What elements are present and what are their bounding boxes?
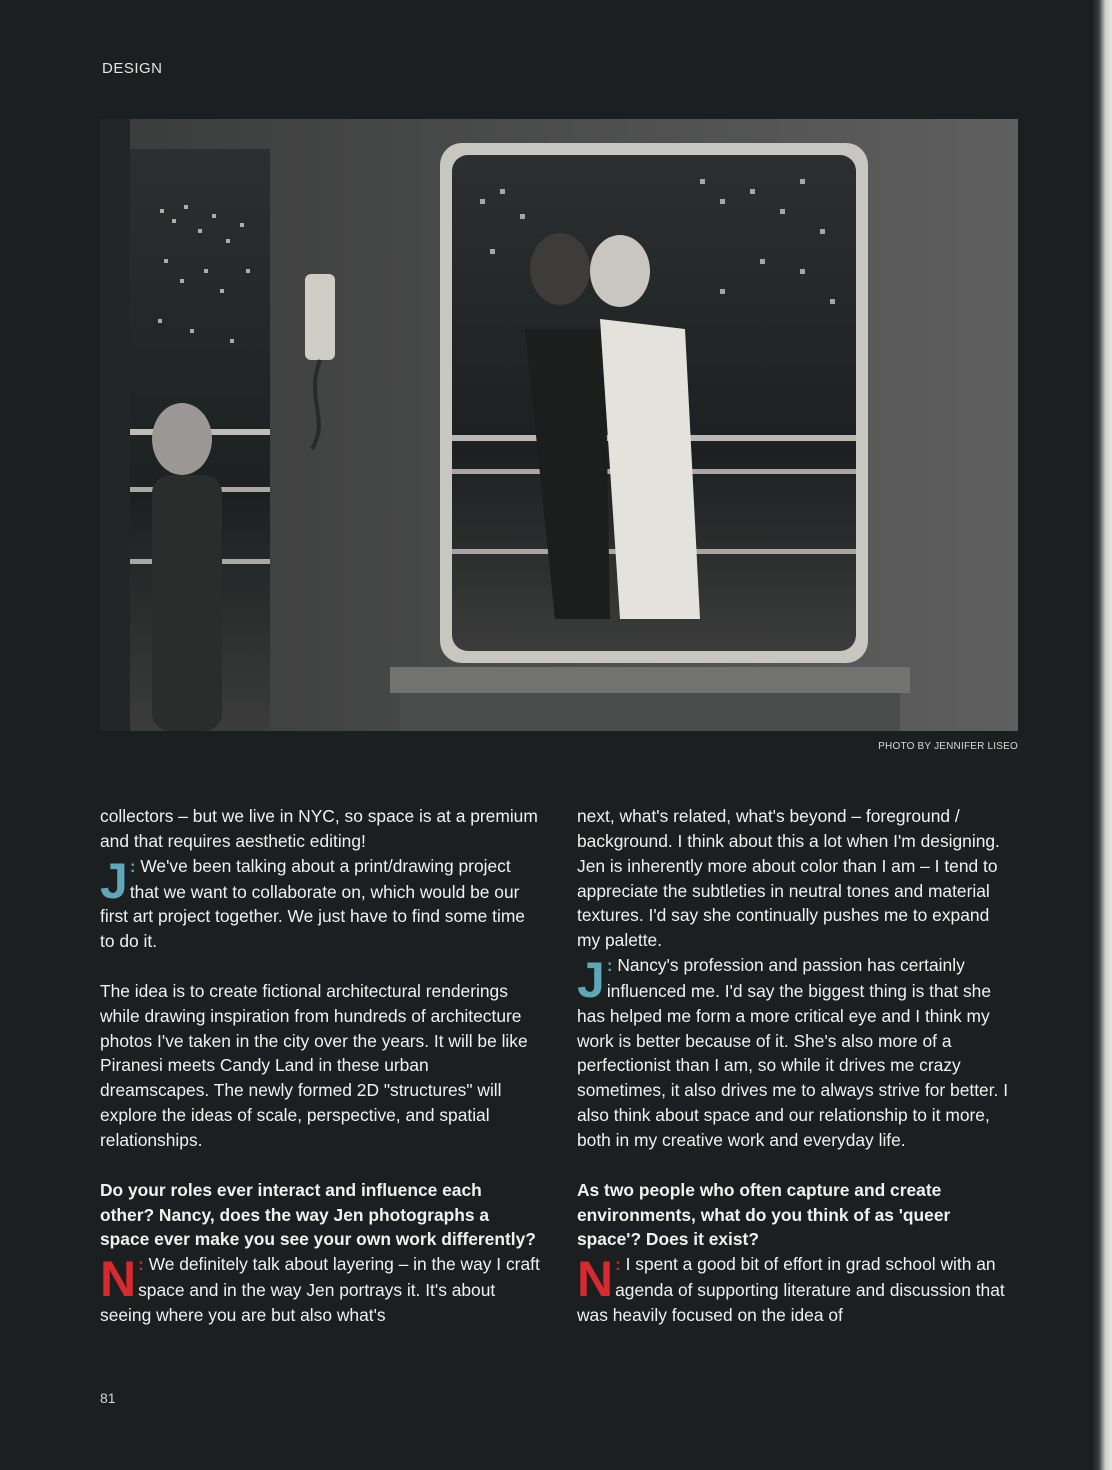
answer-colon: : bbox=[138, 1255, 144, 1275]
answer-jen bbox=[100, 854, 540, 954]
section-label: DESIGN bbox=[102, 60, 163, 77]
paragraph: next, what's related, what's beyond – foreground / background. I think about this a lot when I'm designing. Jen is inherently more about color than I am – I tend to appreciate the subtleties in neutral tones and material textures. I'd say she continually pushes me to expand my palette. bbox=[577, 806, 1000, 951]
answer-text: We definitely talk about layering – in the way I craft space and in the way Jen portrays it. It's about seeing where you are but also what's bbox=[100, 1254, 540, 1325]
interview-question: Do your roles ever interact and influence each other? Nancy, does the way Jen photographs a space ever make you see your own work differently? bbox=[100, 1179, 536, 1250]
photo-credit: PHOTO BY JENNIFER LISEO bbox=[878, 741, 1018, 752]
left-column bbox=[100, 804, 540, 1328]
answer-text: We've been talking about a print/drawing project that we want to collaborate on, which would be our first art project together. We just have to find some time to do it. bbox=[100, 855, 525, 952]
drop-cap-n: N bbox=[577, 1251, 614, 1308]
answer-nancy bbox=[577, 1252, 1017, 1328]
answer-colon: : bbox=[606, 956, 613, 976]
answer-text: Nancy's profession and passion has certainly influenced me. I'd say the biggest thing is that she has helped me form a more critical eye and I think my work is better because of it. She's also more of a perfectionist than I am, so while it drives me crazy sometimes, it also drives me to always strive for better. I also think about space and our relationship to it more, both in my creative work and everyday life. bbox=[577, 955, 1009, 1150]
drop-cap-n: N bbox=[100, 1251, 137, 1308]
answer-text: I spent a good bit of effort in grad school with an agenda of supporting literature and discussion that was heavily focused on the idea of bbox=[577, 1254, 1005, 1325]
answer-colon: : bbox=[615, 1255, 621, 1275]
interview-question: As two people who often capture and create environments, what do you think of as 'queer space'? Does it exist? bbox=[577, 1179, 951, 1250]
page-edge bbox=[1090, 0, 1112, 1470]
drop-cap-j: J bbox=[577, 952, 605, 1009]
drop-cap-j: J bbox=[100, 852, 128, 909]
page-number: 81 bbox=[100, 1390, 116, 1406]
right-column bbox=[577, 804, 1017, 1328]
paragraph: collectors – but we live in NYC, so space is at a premium and that requires aesthetic editing! bbox=[100, 806, 538, 851]
answer-colon: : bbox=[129, 856, 136, 876]
paragraph: The idea is to create fictional architectural renderings while drawing inspiration from hundreds of architecture photos I've taken in the city over the years. It will be like Piranesi meets Candy Land in these urban dreamscapes. The newly formed 2D "structures" will explore the ideas of scale, perspective, and spatial relationships. bbox=[100, 980, 528, 1150]
answer-nancy bbox=[100, 1252, 540, 1328]
answer-jen bbox=[577, 953, 1017, 1153]
feature-photo bbox=[100, 119, 1018, 731]
